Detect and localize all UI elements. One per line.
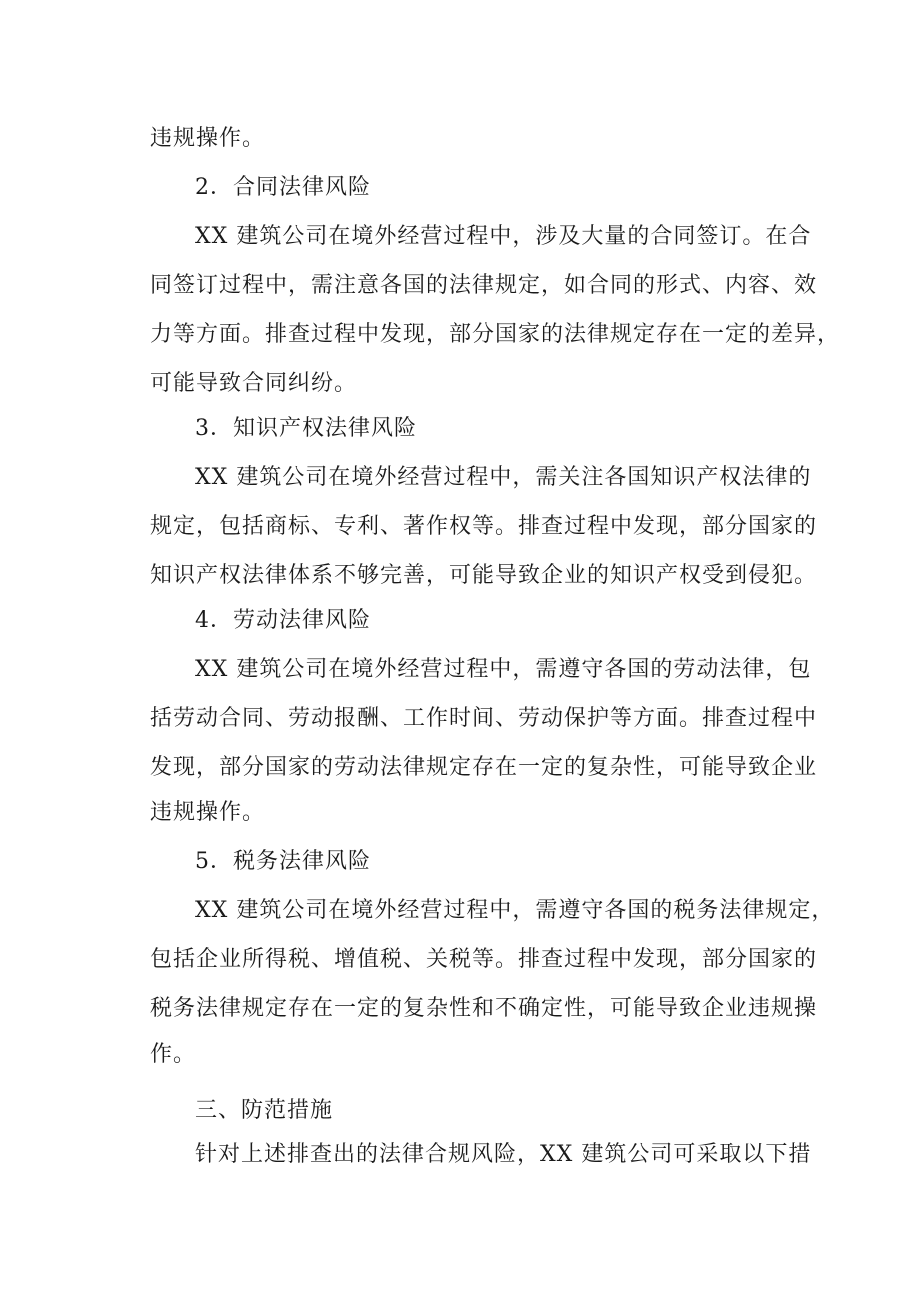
paragraph-line: 力等方面。排查过程中发现，部分国家的法律规定存在一定的差异， bbox=[150, 322, 841, 347]
section-heading-ip-risk: 3．知识产权法律风险 bbox=[195, 416, 417, 441]
section-heading-tax-risk: 5．税务法律风险 bbox=[195, 849, 371, 874]
paragraph-line: 括劳动合同、劳动报酬、工作时间、劳动保护等方面。排查过程中 bbox=[150, 706, 818, 731]
paragraph-line: 作。 bbox=[150, 1042, 197, 1067]
section-heading-preventive-measures: 三、防范措施 bbox=[195, 1098, 334, 1123]
paragraph-line: 知识产权法律体系不够完善，可能导致企业的知识产权受到侵犯。 bbox=[150, 563, 818, 588]
paragraph-line: XX 建筑公司在境外经营过程中，需遵守各国的税务法律规定， bbox=[195, 898, 835, 923]
section-heading-contract-risk: 2．合同法律风险 bbox=[195, 175, 371, 200]
paragraph-line: 可能导致合同纠纷。 bbox=[150, 371, 358, 396]
continuation-text: 违规操作。 bbox=[150, 126, 266, 151]
paragraph-line: 同签订过程中，需注意各国的法律规定，如合同的形式、内容、效 bbox=[150, 273, 818, 298]
paragraph-line: 违规操作。 bbox=[150, 800, 266, 825]
paragraph-line: 针对上述排查出的法律合规风险，XX 建筑公司可采取以下措 bbox=[195, 1142, 812, 1167]
paragraph-line: 发现，部分国家的劳动法律规定存在一定的复杂性，可能导致企业 bbox=[150, 755, 818, 780]
paragraph-line: 规定，包括商标、专利、著作权等。排查过程中发现，部分国家的 bbox=[150, 514, 818, 539]
paragraph-line: XX 建筑公司在境外经营过程中，需关注各国知识产权法律的 bbox=[195, 465, 812, 490]
paragraph-line: XX 建筑公司在境外经营过程中，涉及大量的合同签订。在合 bbox=[195, 224, 812, 249]
paragraph-line: XX 建筑公司在境外经营过程中，需遵守各国的劳动法律，包 bbox=[195, 657, 812, 682]
paragraph-line: 税务法律规定存在一定的复杂性和不确定性，可能导致企业违规操 bbox=[150, 996, 818, 1021]
section-heading-labor-risk: 4．劳动法律风险 bbox=[195, 608, 371, 633]
paragraph-line: 包括企业所得税、增值税、关税等。排查过程中发现，部分国家的 bbox=[150, 947, 818, 972]
